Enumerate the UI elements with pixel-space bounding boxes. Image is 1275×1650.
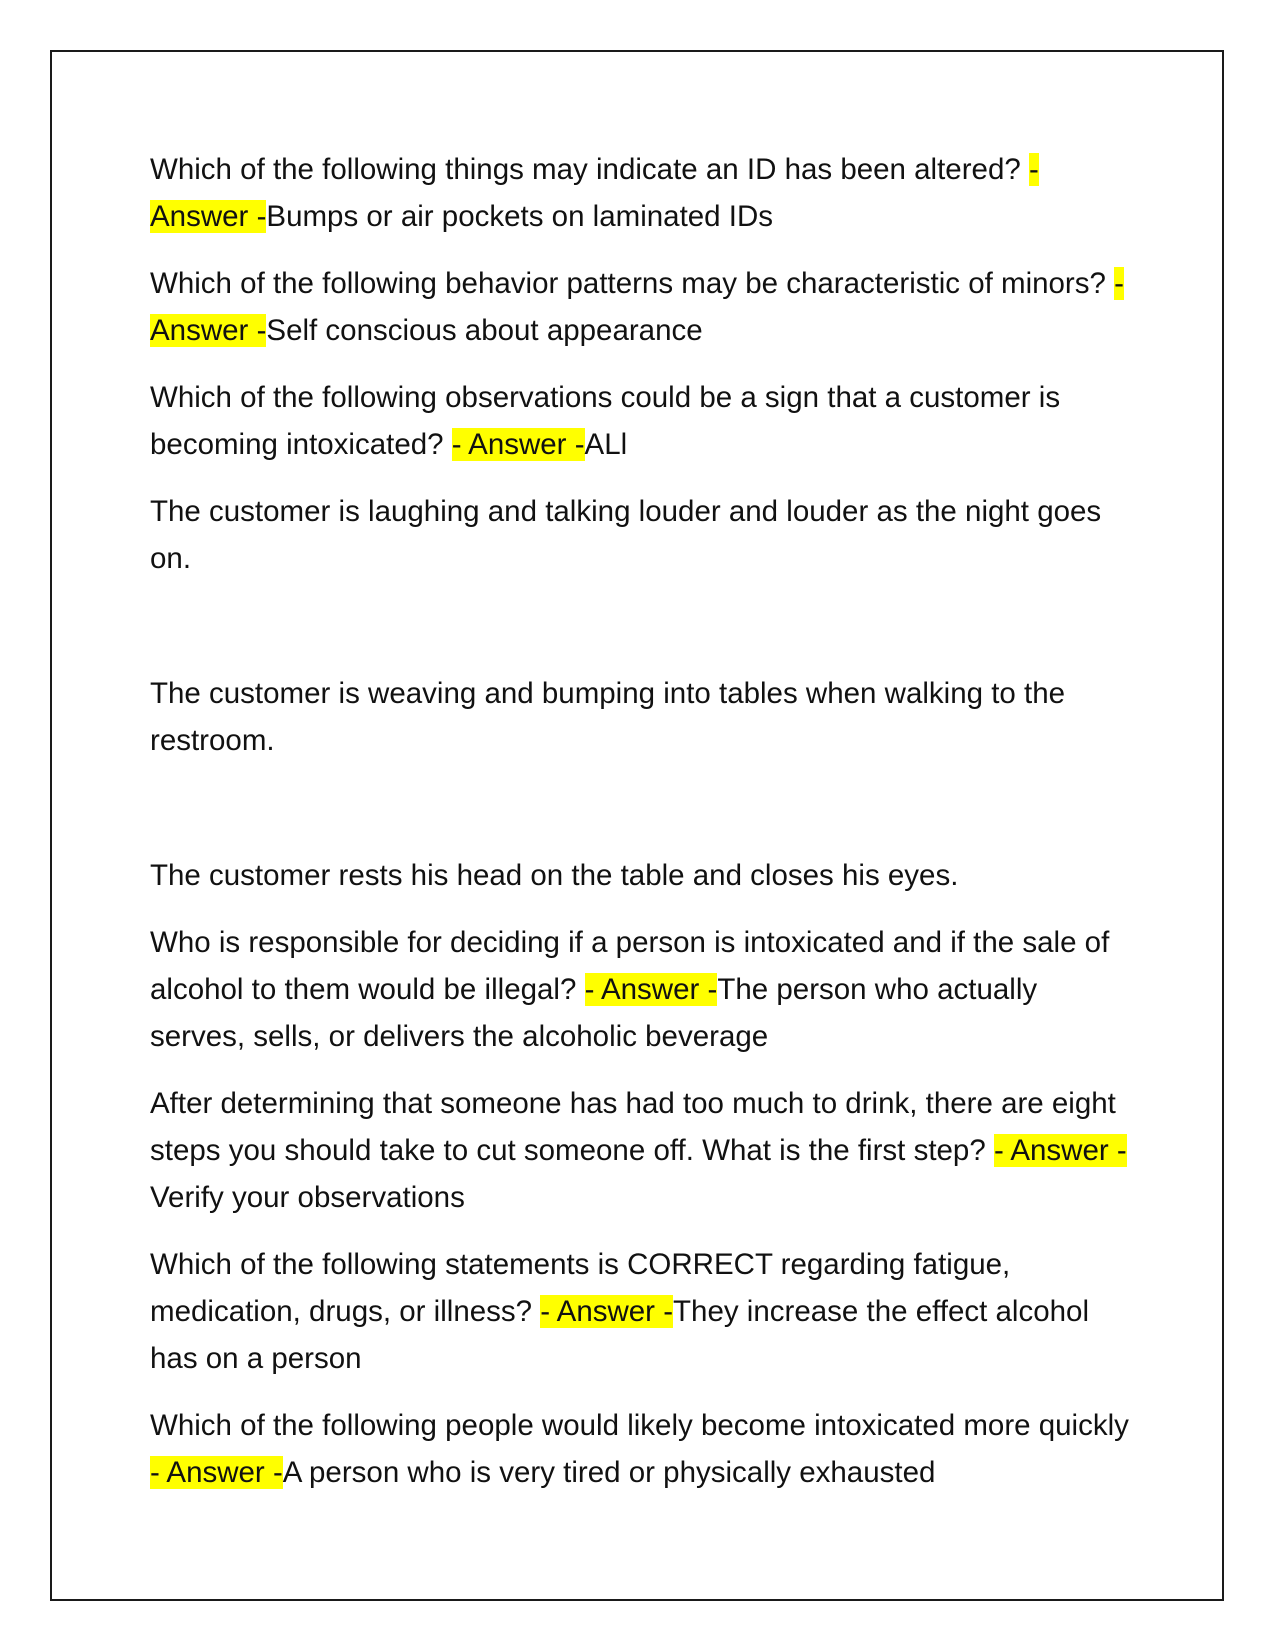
option-2: The customer is weaving and bumping into tables when walking to the restroom. [150, 677, 1066, 757]
answer-text: Bumps or air pockets on laminated IDs [266, 200, 774, 233]
qa-item-5 [150, 1080, 1140, 1221]
question-text: Who is responsible for deciding if a person is intoxicated and if the sale of alcohol to them would be illegal? [150, 926, 1110, 1006]
answer-text: The person who actually serves, sells, or delivers the alcoholic beverage [150, 973, 1038, 1053]
answer-marker: - Answer - [540, 1295, 674, 1328]
qa-item-6 [150, 1241, 1140, 1382]
answer-marker: - Answer - [993, 1134, 1127, 1167]
option-3: The customer rests his head on the table and closes his eyes. [150, 859, 959, 892]
answer-marker: - Answer - [451, 428, 585, 461]
qa-item-4 [150, 919, 1140, 1060]
answer-text: Self conscious about appearance [266, 314, 703, 347]
qa-item-3 [150, 374, 1140, 468]
answer-text: ALl [584, 428, 628, 461]
answer-marker: - Answer - [150, 153, 1039, 233]
question-text: Which of the following behavior patterns may be characteristic of minors? [150, 267, 1115, 300]
question-text: Which of the following people would likely become intoxicated more quickly [150, 1409, 1129, 1442]
qa-item-2 [150, 260, 1140, 354]
qa-item-1 [150, 146, 1140, 240]
question-text: Which of the following statements is CORRECT regarding fatigue, medication, drugs, or illness? [150, 1248, 1011, 1328]
answer-text: They increase the effect alcohol has on a person [150, 1295, 1090, 1375]
qa-item-7 [150, 1402, 1140, 1496]
question-text: Which of the following things may indicate an ID has been altered? [150, 153, 1029, 186]
question-text: After determining that someone has had too much to drink, there are eight steps you should take to cut someone off. What is the first step? [150, 1087, 1116, 1167]
option-1: The customer is laughing and talking louder and louder as the night goes on. [150, 495, 1102, 575]
answer-marker: - Answer - [584, 973, 718, 1006]
answer-text: A person who is very tired or physically exhausted [282, 1456, 936, 1489]
answer-marker: - Answer - [150, 1456, 283, 1489]
document-body [150, 146, 1140, 1516]
answer-marker: - Answer - [150, 267, 1124, 347]
answer-text: Verify your observations [150, 1181, 465, 1214]
question-text: Which of the following observations could be a sign that a customer is becoming intoxicated? [150, 381, 1061, 461]
